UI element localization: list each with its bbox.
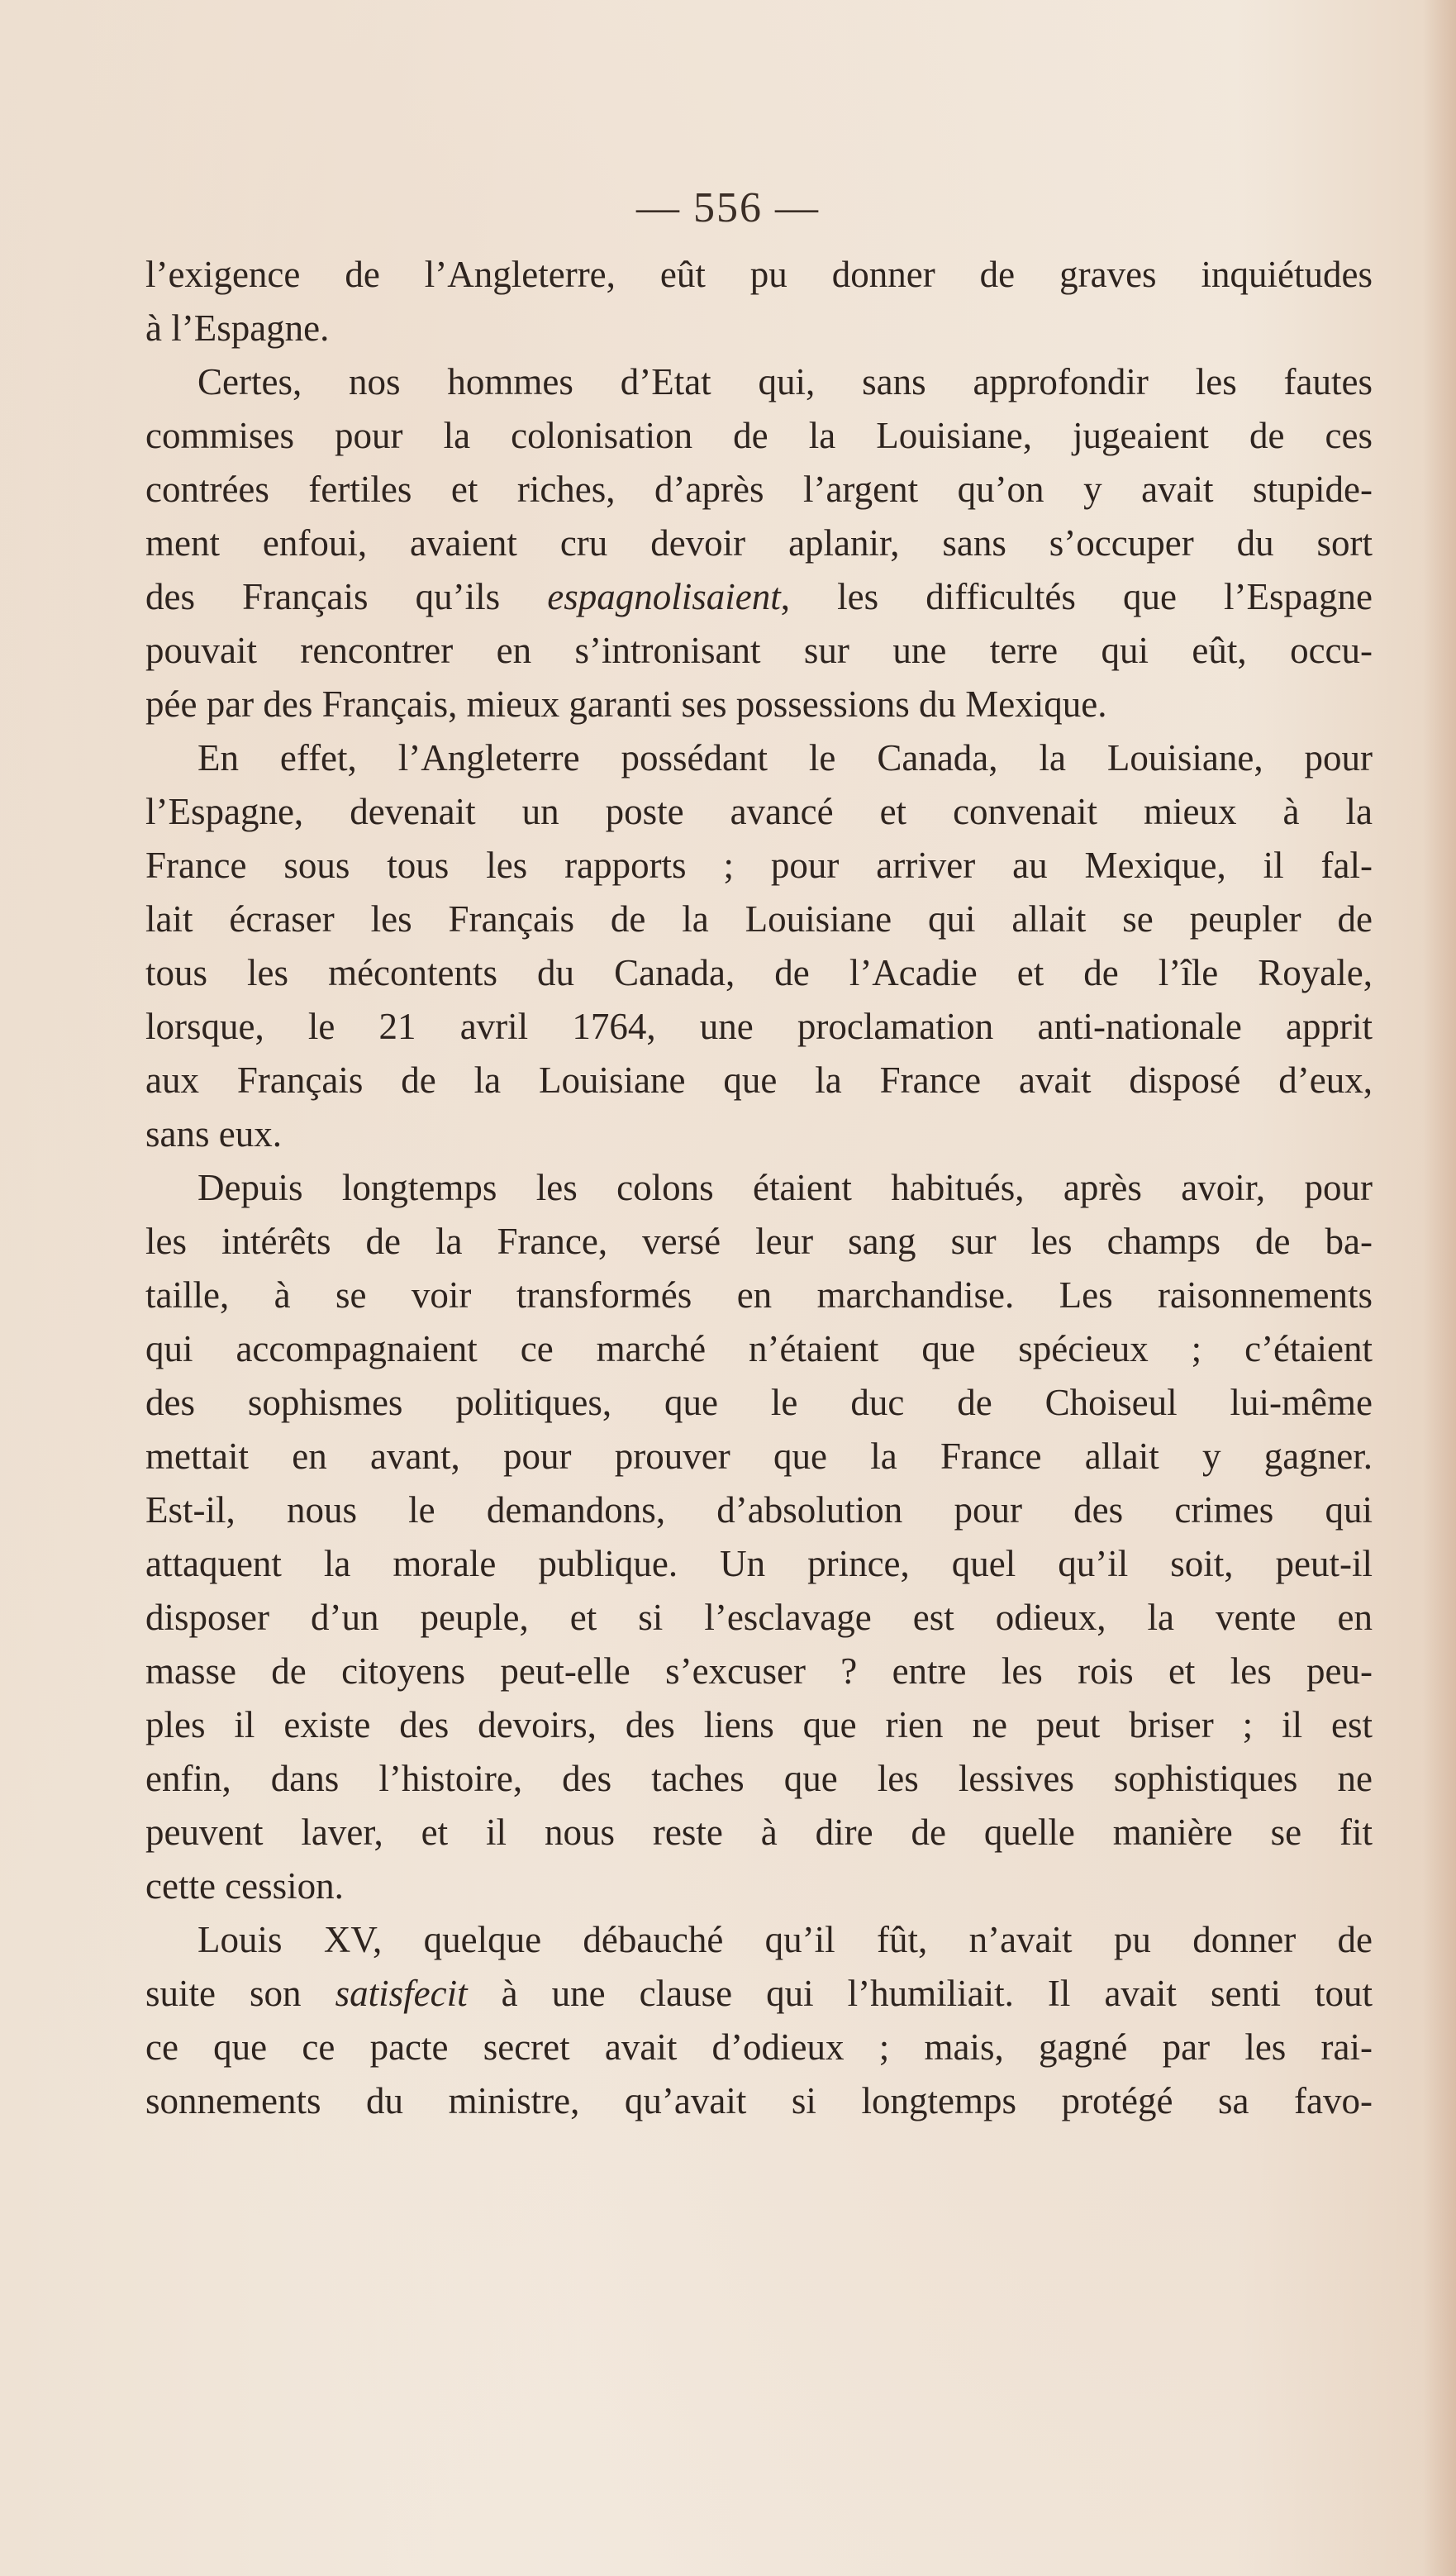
- text-line: [145, 517, 1373, 570]
- text-segment: lait écraser les Français de la Louisiane qui allait se peupler de: [145, 898, 1373, 940]
- text-line: [145, 678, 1373, 731]
- text-segment: sans eux.: [145, 1113, 282, 1155]
- text-segment: peuvent laver, et il nous reste à dire de quelle manière se fit: [145, 1812, 1373, 1853]
- text-line: [145, 785, 1373, 839]
- text-segment: France sous tous les rapports ; pour arriver au Mexique, il fal-: [145, 845, 1373, 886]
- text-line: [145, 946, 1373, 1000]
- text-segment: à l’Espagne.: [145, 307, 330, 349]
- text-segment: En effet, l’Angleterre possédant le Canada, la Louisiane, pour: [197, 737, 1373, 779]
- text-line: [145, 1537, 1373, 1591]
- text-segment: mettait en avant, pour prouver que la France allait y gagner.: [145, 1436, 1373, 1477]
- text-line: [145, 1376, 1373, 1430]
- text-segment: tous les mécontents du Canada, de l’Acadie et de l’île Royale,: [145, 952, 1373, 993]
- text-segment: disposer d’un peuple, et si l’esclavage est odieux, la vente en: [145, 1597, 1373, 1638]
- text-line: [145, 1698, 1373, 1752]
- text-line: [145, 1000, 1373, 1054]
- text-line: [145, 731, 1373, 785]
- text-segment: pée par des Français, mieux garanti ses possessions du Mexique.: [145, 683, 1107, 725]
- page-number: — 556 —: [636, 184, 820, 231]
- text-segment: Est-il, nous le demandons, d’absolution pour des crimes qui: [145, 1489, 1373, 1531]
- text-line: [145, 355, 1373, 409]
- text-line: [145, 893, 1373, 946]
- text-segment: Certes, nos hommes d’Etat qui, sans approfondir les fautes: [197, 361, 1373, 402]
- text-line: [145, 1215, 1373, 1269]
- text-line: [145, 1913, 1373, 1967]
- text-segment: contrées fertiles et riches, d’après l’argent qu’on y avait stupide-: [145, 469, 1373, 510]
- italic-text: satisfecit: [335, 1973, 468, 2014]
- text-segment: taille, à se voir transformés en marchandise. Les raisonnements: [145, 1274, 1373, 1316]
- text-segment: des sophismes politiques, que le duc de Choiseul lui-même: [145, 1382, 1373, 1423]
- text-segment: cette cession.: [145, 1865, 344, 1907]
- text-segment: lorsque, le 21 avril 1764, une proclamation anti-nationale apprit: [145, 1006, 1373, 1047]
- text-segment: masse de citoyens peut-elle s’excuser ? entre les rois et les peu-: [145, 1650, 1373, 1692]
- text-line: [145, 624, 1373, 678]
- text-line: [145, 1591, 1373, 1645]
- text-segment: ce que ce pacte secret avait d’odieux ; mais, gagné par les rai-: [145, 2026, 1373, 2068]
- text-segment: attaquent la morale publique. Un prince, quel qu’il soit, peut-il: [145, 1543, 1373, 1584]
- text-line: [145, 1107, 1373, 1161]
- text-segment: aux Français de la Louisiane que la France avait disposé d’eux,: [145, 1059, 1373, 1101]
- text-segment: l’Espagne, devenait un poste avancé et convenait mieux à la: [145, 791, 1373, 832]
- text-line: [145, 302, 1373, 355]
- text-line: [145, 248, 1373, 302]
- text-line: [145, 1054, 1373, 1107]
- text-line: [145, 1859, 1373, 1913]
- text-segment: ples il existe des devoirs, des liens que rien ne peut briser ; il est: [145, 1704, 1373, 1745]
- text-segment: pouvait rencontrer en s’intronisant sur une terre qui eût, occu-: [145, 630, 1373, 671]
- page-edge-stain: [1423, 0, 1456, 2576]
- text-segment: , les difficultés que l’Espagne: [780, 576, 1373, 617]
- text-line: [145, 1752, 1373, 1806]
- text-segment: à une clause qui l’humiliait. Il avait senti tout: [467, 1973, 1373, 2014]
- text-line: [145, 839, 1373, 893]
- text-line: [145, 1161, 1373, 1215]
- italic-text: espagnolisaient: [547, 576, 781, 617]
- text-line: [145, 2074, 1373, 2128]
- text-line: [145, 409, 1373, 463]
- text-segment: des Français qu’ils: [145, 576, 548, 617]
- text-line: [145, 1483, 1373, 1537]
- text-line: [145, 463, 1373, 517]
- text-line: [145, 570, 1373, 624]
- text-line: [145, 1430, 1373, 1483]
- text-line: [145, 1806, 1373, 1859]
- text-segment: sonnements du ministre, qu’avait si longtemps protégé sa favo-: [145, 2080, 1373, 2121]
- text-segment: commises pour la colonisation de la Louisiane, jugeaient de ces: [145, 415, 1373, 456]
- text-line: [145, 1967, 1373, 2021]
- text-line: [145, 1645, 1373, 1698]
- text-segment: les intérêts de la France, versé leur sang sur les champs de ba-: [145, 1221, 1373, 1262]
- text-line: [145, 2021, 1373, 2074]
- body-text: [145, 248, 1373, 2128]
- text-segment: l’exigence de l’Angleterre, eût pu donner de graves inquiétudes: [145, 254, 1373, 295]
- text-line: [145, 1269, 1373, 1322]
- text-segment: Depuis longtemps les colons étaient habitués, après avoir, pour: [197, 1167, 1373, 1208]
- text-line: [145, 1322, 1373, 1376]
- text-segment: suite son: [145, 1973, 335, 2014]
- text-segment: Louis XV, quelque débauché qu’il fût, n’avait pu donner de: [197, 1919, 1373, 1960]
- text-segment: enfin, dans l’histoire, des taches que les lessives sophistiques ne: [145, 1758, 1373, 1799]
- text-segment: ment enfoui, avaient cru devoir aplanir, sans s’occuper du sort: [145, 522, 1373, 564]
- text-segment: qui accompagnaient ce marché n’étaient que spécieux ; c’étaient: [145, 1328, 1373, 1369]
